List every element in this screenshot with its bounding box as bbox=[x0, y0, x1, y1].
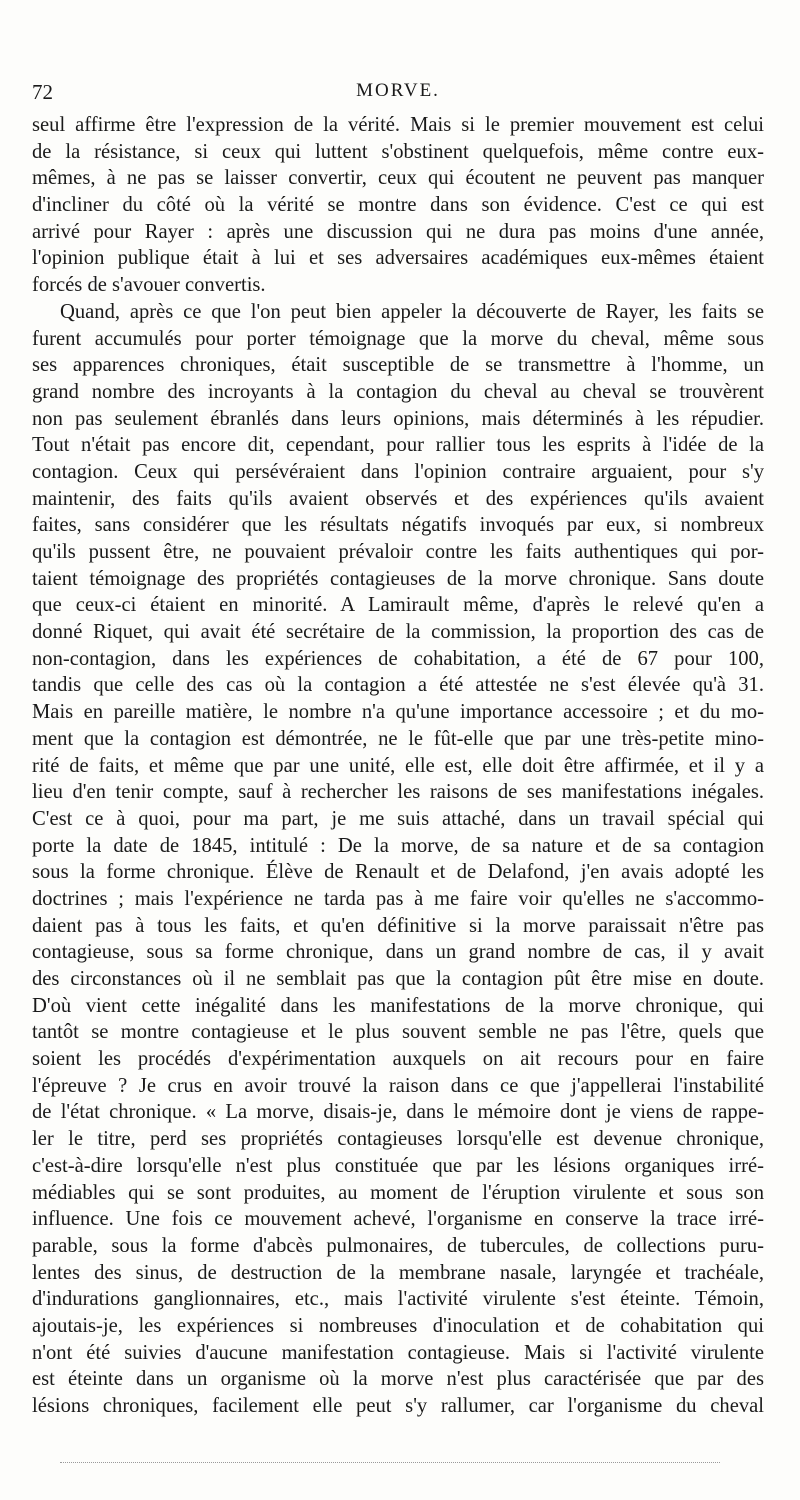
text-line: Mais en pareille matière, le nombre n'a qu'une importance accessoire ; et du mo- bbox=[32, 701, 764, 724]
text-line: c'est-à-dire lorsqu'elle n'est plus constituée que par les lésions organiques irré- bbox=[32, 1154, 764, 1177]
text-line: rité de faits, et même que par une unité, elle est, elle doit être affirmée, et il y a bbox=[32, 754, 764, 777]
text-line: ses apparences chroniques, était susceptible de se transmettre à l'homme, un bbox=[32, 354, 764, 377]
text-line: que ceux-ci étaient en minorité. A Lamirault même, d'après le relevé qu'en a bbox=[32, 594, 764, 617]
text-line: n'ont été suivies d'aucune manifestation contagieuse. Mais si l'activité virulente bbox=[32, 1341, 764, 1364]
text-line: forcés de s'avouer convertis. bbox=[32, 274, 266, 297]
text-line: ment que la contagion est démontrée, ne le fût-elle que par une très-petite mino- bbox=[32, 727, 764, 750]
text-line: maintenir, des faits qu'ils avaient observés et des expériences qu'ils avaient bbox=[32, 487, 764, 510]
text-line: tandis que celle des cas où la contagion a été attestée ne s'est élevée qu'à 31. bbox=[32, 674, 764, 697]
text-line: contagion. Ceux qui persévéraient dans l'opinion contraire arguaient, pour s'y bbox=[32, 460, 764, 483]
text-line: grand nombre des incroyants à la contagion du cheval au cheval se trouvèrent bbox=[32, 380, 764, 403]
text-line: D'où vient cette inégalité dans les manifestations de la morve chronique, qui bbox=[32, 994, 764, 1017]
text-line: l'opinion publique était à lui et ses adversaires académiques eux-mêmes étaient bbox=[32, 247, 764, 270]
text-line: Tout n'était pas encore dit, cependant, pour rallier tous les esprits à l'idée de la bbox=[32, 434, 764, 457]
text-line: influence. Une fois ce mouvement achevé, l'organisme en conserve la trace irré- bbox=[32, 1208, 764, 1231]
text-line: est éteinte dans un organisme où la morve n'est plus caractérisée que par des bbox=[32, 1368, 764, 1391]
text-line: qu'ils pussent être, ne pouvaient prévaloir contre les faits authentiques qui por- bbox=[32, 541, 764, 563]
footer-rule bbox=[60, 1462, 720, 1463]
running-title: MORVE. bbox=[356, 80, 440, 101]
text-line: non-contagion, dans les expériences de cohabitation, a été de 67 pour 100, bbox=[32, 647, 764, 670]
text-line: contagieuse, sous sa forme chronique, dans un grand nombre de cas, il y avait bbox=[32, 941, 764, 964]
text-line: daient pas à tous les faits, et qu'en définitive si la morve paraissait n'être pas bbox=[32, 914, 764, 937]
text-line: doctrines ; mais l'expérience ne tarda pas à me faire voir qu'elles ne s'accommo- bbox=[32, 887, 764, 910]
text-line: sous la forme chronique. Élève de Renault et de Delafond, j'en avais adopté les bbox=[32, 861, 764, 884]
text-line: ler le titre, perd ses propriétés contagieuses lorsqu'elle est devenue chronique, bbox=[32, 1128, 764, 1151]
text-line: des circonstances où il ne semblait pas que la contagion pût être mise en doute. bbox=[32, 968, 764, 990]
text-line: porte la date de 1845, intitulé : De la morve, de sa nature et de sa contagion bbox=[32, 834, 764, 857]
text-line: donné Riquet, qui avait été secrétaire de la commission, la proportion des cas de bbox=[32, 621, 764, 644]
text-line: non pas seulement ébranlés dans leurs opinions, mais déterminés à les répudier. bbox=[32, 407, 764, 430]
text-line: taient témoignage des propriétés contagieuses de la morve chronique. Sans doute bbox=[32, 567, 764, 590]
page-number: 72 bbox=[32, 80, 53, 104]
text-line: arrivé pour Rayer : après une discussion qui ne dura pas moins d'une année, bbox=[32, 220, 764, 243]
text-line: faites, sans considérer que les résultats négatifs invoqués par eux, si nombreux bbox=[32, 514, 764, 537]
text-line: seul affirme être l'expression de la vérité. Mais si le premier mouvement est celui bbox=[32, 114, 764, 136]
text-line: parable, sous la forme d'abcès pulmonaires, de tubercules, de collections puru- bbox=[32, 1234, 764, 1257]
text-line: Quand, après ce que l'on peut bien appeler la découverte de Rayer, les faits se bbox=[60, 300, 764, 323]
text-line: soient les procédés d'expérimentation auxquels on ait recours pour en faire bbox=[32, 1048, 764, 1071]
text-line: médiables qui se sont produites, au moment de l'éruption virulente et sous son bbox=[32, 1181, 764, 1204]
text-line: tantôt se montre contagieuse et le plus souvent semble ne pas l'être, quels que bbox=[32, 1021, 764, 1044]
body-text bbox=[32, 112, 764, 1420]
text-line: l'épreuve ? Je crus en avoir trouvé la raison dans ce que j'appellerai l'instabilité bbox=[32, 1074, 764, 1097]
text-line: lieu d'en tenir compte, sauf à rechercher les raisons de ses manifestations inégales. bbox=[32, 781, 764, 804]
text-line: furent accumulés pour porter témoignage que la morve du cheval, même sous bbox=[32, 327, 764, 350]
text-line: lésions chroniques, facilement elle peut s'y rallumer, car l'organisme du cheval bbox=[32, 1395, 764, 1417]
text-line: C'est ce à quoi, pour ma part, je me suis attaché, dans un travail spécial qui bbox=[32, 807, 764, 830]
text-line: d'indurations ganglionnaires, etc., mais l'activité virulente s'est éteinte. Témoin, bbox=[32, 1288, 764, 1311]
text-line: d'incliner du côté où la vérité se montre dans son évidence. C'est ce qui est bbox=[32, 194, 764, 217]
text-line: mêmes, à ne pas se laisser convertir, ceux qui écoutent ne peuvent pas manquer bbox=[32, 167, 764, 190]
text-line: ajoutais-je, les expériences si nombreuses d'inoculation et de cohabitation qui bbox=[32, 1314, 764, 1337]
text-line: de l'état chronique. « La morve, disais-je, dans le mémoire dont je viens de rappe- bbox=[32, 1101, 764, 1124]
text-line: de la résistance, si ceux qui luttent s'obstinent quelquefois, même contre eux- bbox=[32, 140, 764, 163]
text-line: lentes des sinus, de destruction de la membrane nasale, laryngée et trachéale, bbox=[32, 1261, 764, 1284]
page-header bbox=[32, 80, 764, 110]
